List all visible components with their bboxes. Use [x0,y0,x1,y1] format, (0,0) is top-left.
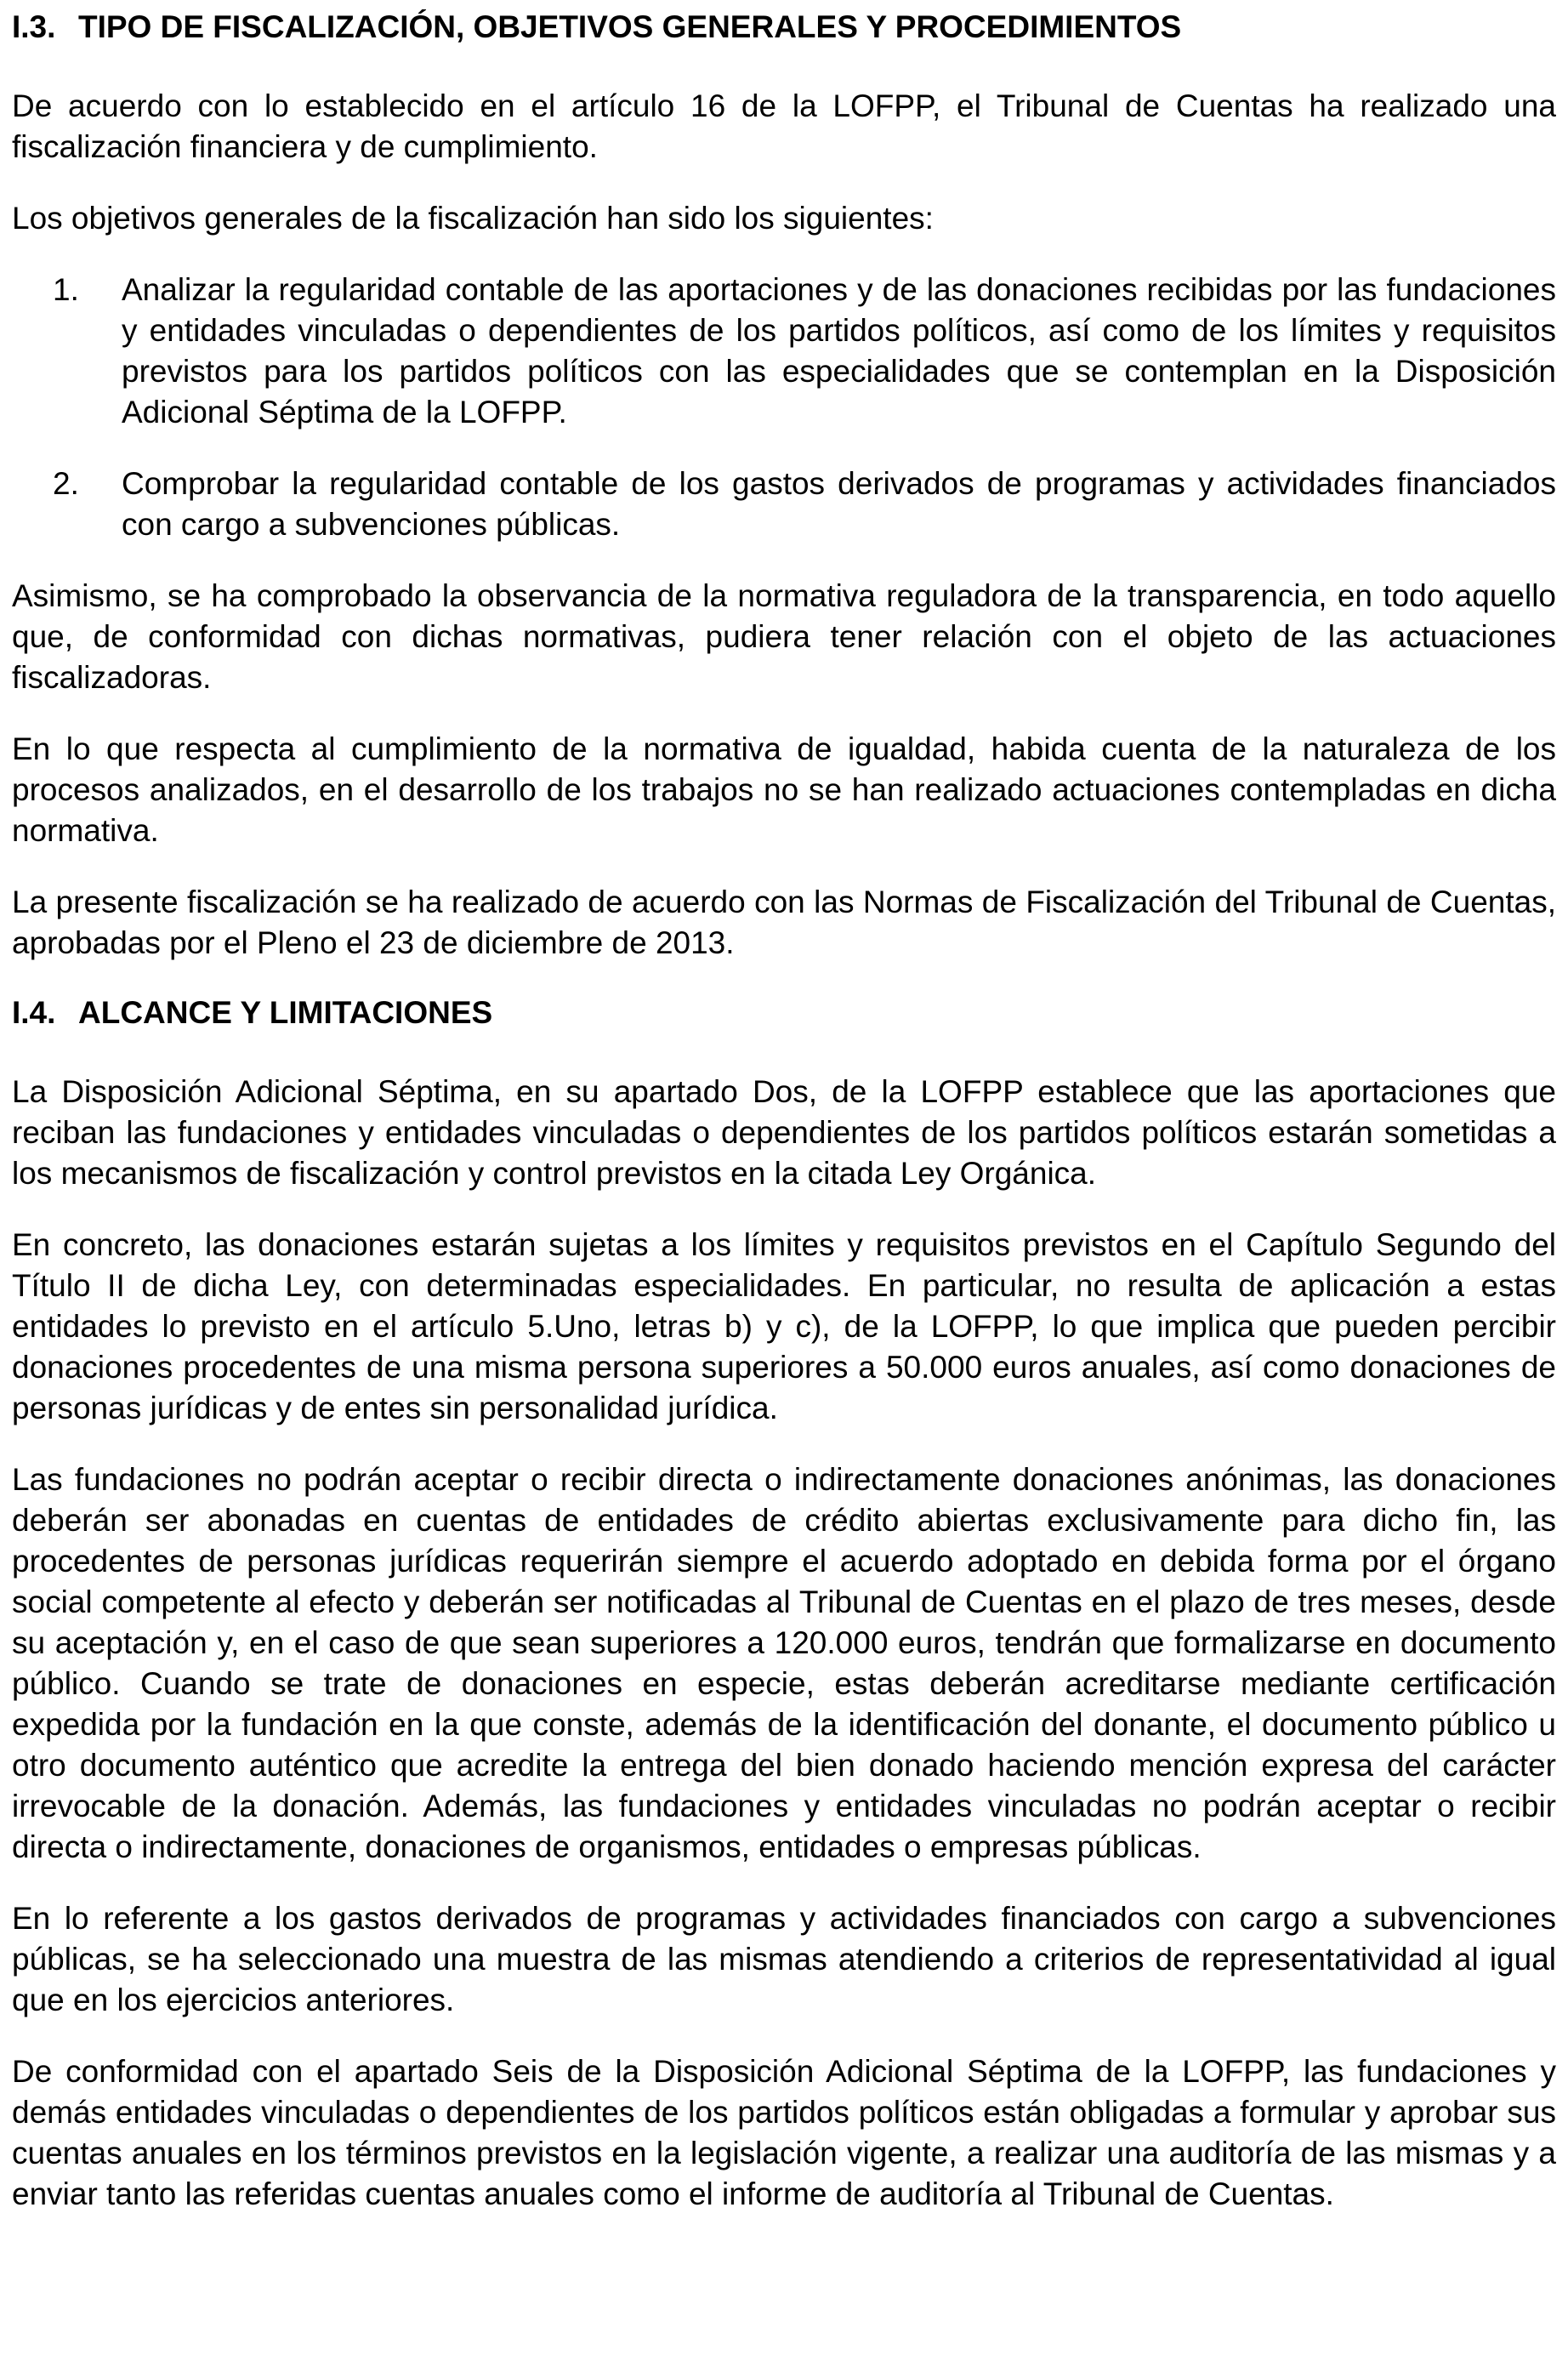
section-title: TIPO DE FISCALIZACIÓN, OBJETIVOS GENERALES Y PROCEDIMIENTOS [78,9,1182,44]
paragraph: En lo que respecta al cumplimiento de la normativa de igualdad, habida cuenta de la naturaleza de los procesos analizados, en el desarrollo de los trabajos no se han realizado actuaciones contempladas en dicha normativa. [12,731,1556,848]
paragraph: Asimismo, se ha comprobado la observancia de la normativa reguladora de la transparencia, en todo aquello que, de conformidad con dichas normativas, pudiera tener relación con el objeto de las actuaciones fiscalizadoras. [12,578,1556,695]
paragraph: De conformidad con el apartado Seis de la Disposición Adicional Séptima de la LOFPP, las fundaciones y demás entidades vinculadas o dependientes de los partidos políticos están obligadas a formular y aprobar sus cuentas anuales en los términos previstos en la legislación vigente, a realizar una auditoría de las mismas y a enviar tanto las referidas cuentas anuales como el informe de auditoría al Tribunal de Cuentas. [12,2054,1556,2211]
section-title: ALCANCE Y LIMITACIONES [78,995,493,1030]
list-item-number: 1. [53,272,79,307]
objectives-list [12,270,1556,545]
paragraph: La Disposición Adicional Séptima, en su apartado Dos, de la LOFPP establece que las aportaciones que reciban las fundaciones y entidades vinculadas o dependientes de los partidos políticos estarán sometidas a los mecanismos de fiscalización y control previstos en la citada Ley Orgánica. [12,1074,1556,1191]
list-item [12,464,1556,545]
paragraph: Las fundaciones no podrán aceptar o recibir directa o indirectamente donaciones anónimas, las donaciones deberán ser abonadas en cuentas de entidades de crédito abiertas exclusivamente para dicho fin, las procedentes de personas jurídicas requerirán siempre el acuerdo adoptado en debida forma por el órgano social competente al efecto y deberán ser notificadas al Tribunal de Cuentas en el plazo de tres meses, desde su aceptación y, en el caso de que sean superiores a 120.000 euros, tendrán que formalizarse en documento público. Cuando se trate de donaciones en especie, estas deberán acreditarse mediante certificación expedida por la fundación en la que conste, además de la identificación del donante, el documento público u otro documento auténtico que acredite la entrega del bien donado haciendo mención expresa del carácter irrevocable de la donación. Además, las fundaciones y entidades vinculadas no podrán aceptar o recibir directa o indirectamente, donaciones de organismos, entidades o empresas públicas. [12,1462,1556,1864]
section-number: I.3. [12,9,56,44]
document-page [12,7,1556,2215]
list-item-number: 2. [53,466,79,501]
section-heading-i3 [12,7,1556,48]
list-item-text: Analizar la regularidad contable de las aportaciones y de las donaciones recibidas por las fundaciones y entidades vinculadas o dependientes de los partidos políticos, así como de los límites y requisitos previstos para los partidos políticos con las especialidades que se contemplan en la Disposición Adicional Séptima de la LOFPP. [122,272,1556,430]
paragraph: La presente fiscalización se ha realizado de acuerdo con las Normas de Fiscalización del Tribunal de Cuentas, aprobadas por el Pleno el 23 de diciembre de 2013. [12,885,1556,960]
paragraph: En lo referente a los gastos derivados de programas y actividades financiados con cargo a subvenciones públicas, se ha seleccionado una muestra de las mismas atendiendo a criterios de representatividad al igual que en los ejercicios anteriores. [12,1901,1556,2017]
section-heading-i4 [12,993,1556,1033]
paragraph: De acuerdo con lo establecido en el artículo 16 de la LOFPP, el Tribunal de Cuentas ha realizado una fiscalización financiera y de cumplimiento. [12,88,1556,164]
list-item-text: Comprobar la regularidad contable de los gastos derivados de programas y actividades financiados con cargo a subvenciones públicas. [122,466,1556,542]
paragraph: Los objetivos generales de la fiscalización han sido los siguientes: [12,201,934,236]
list-item [12,270,1556,433]
section-number: I.4. [12,995,56,1030]
paragraph: En concreto, las donaciones estarán sujetas a los límites y requisitos previstos en el Capítulo Segundo del Título II de dicha Ley, con determinadas especialidades. En particular, no resulta de aplicación a estas entidades lo previsto en el artículo 5.Uno, letras b) y c), de la LOFPP, lo que implica que pueden percibir donaciones procedentes de una misma persona superiores a 50.000 euros anuales, así como donaciones de personas jurídicas y de entes sin personalidad jurídica. [12,1227,1556,1425]
